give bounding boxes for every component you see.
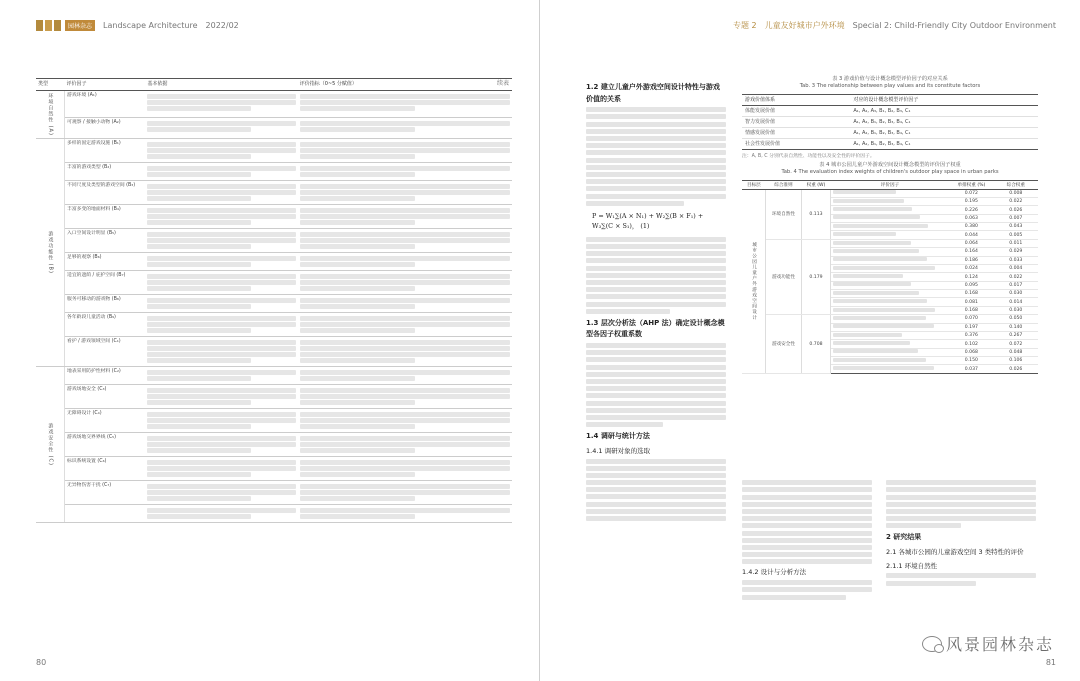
factor-cell [65, 504, 146, 522]
factor-cell: 标识系统设置 (C₆) [65, 456, 146, 480]
table-row [36, 480, 512, 504]
single-weight-cell: 0.380 [949, 223, 993, 231]
t4-col-single: 单排权重 (%) [949, 180, 993, 189]
single-weight-cell: 0.168 [949, 290, 993, 298]
table-row [36, 432, 512, 456]
page-number-right: 81 [1045, 658, 1056, 667]
factor-cell: 丰富多变的地面材料 (B₄) [65, 204, 146, 228]
index-cell [298, 180, 512, 204]
factor-cell: 服务可移动的游戏物 (B₈) [65, 294, 146, 312]
single-weight-cell: 0.081 [949, 298, 993, 306]
basis-cell [145, 294, 297, 312]
t4-col-weight: 权重 (W) [801, 180, 831, 189]
running-header-right [733, 18, 1056, 32]
total-weight-cell: 0.007 [994, 214, 1038, 222]
basis-cell [145, 366, 297, 384]
index-cell [298, 408, 512, 432]
total-weight-cell: 0.043 [994, 223, 1038, 231]
table-row [36, 252, 512, 270]
text-column-3 [886, 478, 1036, 643]
single-weight-cell: 0.102 [949, 340, 993, 348]
index-cell [298, 228, 512, 252]
value-cell: 情感发展价值 [742, 127, 850, 138]
factor-cell: 适宜的遮荫 / 庇护空间 (B₇) [65, 270, 146, 294]
basis-cell [145, 432, 297, 456]
total-weight-cell: 0.030 [994, 290, 1038, 298]
basis-cell [145, 456, 297, 480]
table-row [36, 504, 512, 522]
table-row [36, 294, 512, 312]
factor-name-cell [831, 323, 949, 331]
basis-cell [145, 90, 297, 117]
t4-col-total: 综合权重 [994, 180, 1038, 189]
paragraph [586, 107, 726, 205]
table-3 [742, 76, 1038, 159]
table-row [36, 162, 512, 180]
factor-name-cell [831, 248, 949, 256]
basis-cell [145, 270, 297, 294]
index-cell [298, 252, 512, 270]
factor-cell: 可观察 / 接触小动物 (A₂) [65, 118, 146, 139]
basis-cell [145, 180, 297, 204]
t4-col-target: 目标层 [742, 180, 766, 189]
table-row [742, 189, 1038, 197]
table-continued-note: 续表 [496, 80, 509, 87]
factor-cell: 入口空间设计明显 (B₅) [65, 228, 146, 252]
factor-cell: 游戏环境 (A₁) [65, 90, 146, 117]
factor-name-cell [831, 315, 949, 323]
factor-name-cell [831, 206, 949, 214]
basis-cell [145, 228, 297, 252]
single-weight-cell: 0.195 [949, 197, 993, 205]
single-weight-cell: 0.095 [949, 281, 993, 289]
table-row [36, 408, 512, 432]
total-weight-cell: 0.106 [994, 357, 1038, 365]
paragraph [742, 480, 872, 564]
table-row [36, 366, 512, 384]
table-row [742, 116, 1038, 127]
total-weight-cell: 0.030 [994, 306, 1038, 314]
single-weight-cell: 0.024 [949, 264, 993, 272]
total-weight-cell: 0.029 [994, 248, 1038, 256]
criteria-weight-cell: 0.179 [801, 239, 831, 314]
single-weight-cell: 0.186 [949, 256, 993, 264]
basis-cell [145, 252, 297, 270]
table-row [742, 239, 1038, 247]
section-heading-2: 2 研究结果 [886, 533, 922, 542]
wechat-icon [922, 636, 942, 652]
factor-name-cell [831, 273, 949, 281]
journal-name: Landscape Architecture [103, 20, 198, 30]
issue: 2022/02 [205, 20, 239, 30]
table-row [36, 312, 512, 336]
single-weight-cell: 0.070 [949, 315, 993, 323]
factor-cell: 各年龄段儿童活动 (B₉) [65, 312, 146, 336]
factor-cell: 不同尺度及类型的游戏空间 (B₃) [65, 180, 146, 204]
basis-cell [145, 336, 297, 366]
table-row [742, 105, 1038, 116]
criteria-weight-cell: 0.113 [801, 189, 831, 239]
table-row [36, 118, 512, 139]
basis-cell [145, 480, 297, 504]
single-weight-cell: 0.068 [949, 348, 993, 356]
single-weight-cell: 0.150 [949, 357, 993, 365]
section-heading-2-1: 2.1 各城市公园的儿童游戏空间 3 类特性的评价 [886, 547, 1024, 556]
table-row [36, 138, 512, 162]
basis-cell [145, 138, 297, 162]
factor-cell: 多样的固定游戏设施 (B₁) [65, 138, 146, 162]
basis-cell [145, 204, 297, 228]
factor-cell: 无障碍设计 (C₄) [65, 408, 146, 432]
total-weight-cell: 0.004 [994, 264, 1038, 272]
table-3-note: 注：A, B, C 分别代表自然性、功能性以及安全性的评价因子。 [742, 153, 875, 159]
total-weight-cell: 0.267 [994, 331, 1038, 339]
right-page [540, 0, 1080, 681]
journal-logo: 园林杂志 [36, 20, 95, 31]
factor-name-cell [831, 331, 949, 339]
factor-name-cell [831, 189, 949, 197]
table-3-caption-cn: 表 3 游戏价值与设计概念模型评价因子的对应关系 [832, 76, 948, 82]
single-weight-cell: 0.164 [949, 248, 993, 256]
col-factor: 评价因子 [65, 79, 146, 91]
basis-cell [145, 118, 297, 139]
t4-col-criteria: 综合准则 [766, 180, 802, 189]
formula-1: P = W₁∑(A × N₁) + W₂∑(B × F₁) + W₃∑(C × S₁)， (1) [592, 211, 704, 231]
index-cell [298, 456, 512, 480]
total-weight-cell: 0.026 [994, 206, 1038, 214]
index-cell [298, 138, 512, 162]
total-weight-cell: 0.048 [994, 348, 1038, 356]
table-row [36, 456, 512, 480]
criteria-cell: 环境自然性 [766, 189, 802, 239]
t4-col-factor: 评价因子 [831, 180, 949, 189]
section-heading-1-3: 1.3 层次分析法（AHP 法）确定设计概念模型各因子权重系数 [586, 318, 725, 339]
factor-list-cell: A₁, A₂, B₁, B₂, B₃, B₄, C₁ [850, 138, 1038, 149]
section-heading-1-4-1: 1.4.1 调研对象的选取 [586, 446, 651, 455]
factor-name-cell [831, 281, 949, 289]
value-cell: 社会性发展价值 [742, 138, 850, 149]
paragraph [886, 573, 1036, 585]
table-row [36, 204, 512, 228]
running-header-left [36, 18, 239, 32]
section-heading-1-4-2: 1.4.2 设计与分析方法 [742, 568, 807, 577]
basis-cell [145, 384, 297, 408]
factor-cell: 丰富的游戏类型 (B₂) [65, 162, 146, 180]
criteria-cell: 游戏安全性 [766, 315, 802, 374]
single-weight-cell: 0.376 [949, 331, 993, 339]
target-layer-cell: 城市公园儿童户外游戏空间设计 [742, 189, 766, 373]
special-title-en: Special 2: Child-Friendly City Outdoor Environment [852, 20, 1056, 30]
table-4-caption-cn: 表 4 城市公园儿童户外游戏空间设计概念模型的评价因子权重 [819, 162, 961, 168]
table-row [36, 384, 512, 408]
total-weight-cell: 0.011 [994, 239, 1038, 247]
table-row [742, 315, 1038, 323]
basis-cell [145, 312, 297, 336]
table-row [36, 90, 512, 117]
value-cell: 智力发展价值 [742, 116, 850, 127]
table-row [36, 270, 512, 294]
factor-name-cell [831, 256, 949, 264]
total-weight-cell: 0.022 [994, 197, 1038, 205]
single-weight-cell: 0.044 [949, 231, 993, 239]
watermark-text: 风景园林杂志 [945, 635, 1054, 654]
factor-name-cell [831, 214, 949, 222]
total-weight-cell: 0.017 [994, 281, 1038, 289]
category-cell: 环境自然性 (A) [36, 90, 65, 138]
index-cell [298, 118, 512, 139]
total-weight-cell: 0.033 [994, 256, 1038, 264]
special-issue-label: 专题 2 [732, 20, 757, 30]
page-number-left: 80 [36, 658, 47, 667]
factor-cell: 游戏场地安全 (C₃) [65, 384, 146, 408]
total-weight-cell: 0.014 [994, 298, 1038, 306]
factor-name-cell [831, 239, 949, 247]
factor-cell: 地表采用防护性材料 (C₂) [65, 366, 146, 384]
section-heading-1-2: 1.2 建立儿童户外游戏空间设计特性与游戏价值的关系 [586, 83, 720, 103]
table-row [36, 180, 512, 204]
paragraph [586, 343, 726, 427]
single-weight-cell: 0.063 [949, 214, 993, 222]
paragraph [886, 480, 1036, 528]
value-cell: 体能发展价值 [742, 105, 850, 116]
index-cell [298, 90, 512, 117]
index-cell [298, 204, 512, 228]
table-4 [742, 162, 1038, 374]
evaluation-table [36, 78, 512, 523]
total-weight-cell: 0.140 [994, 323, 1038, 331]
factor-list-cell: A₁, A₂, B₁, B₂, B₃, B₄, C₁ [850, 116, 1038, 127]
text-column-2 [742, 478, 872, 643]
basis-cell [145, 162, 297, 180]
t3-col-value: 游戏价值体系 [742, 94, 850, 105]
factor-cell: 游戏场地交界界线 (C₅) [65, 432, 146, 456]
paragraph [586, 237, 726, 314]
criteria-weight-cell: 0.708 [801, 315, 831, 374]
factor-name-cell [831, 365, 949, 373]
factor-name-cell [831, 197, 949, 205]
table-row [742, 138, 1038, 149]
index-cell [298, 336, 512, 366]
total-weight-cell: 0.005 [994, 231, 1038, 239]
category-cell: 游戏功能性 (B) [36, 138, 65, 366]
watermark [922, 632, 1054, 655]
paragraph [586, 459, 726, 522]
total-weight-cell: 0.050 [994, 315, 1038, 323]
basis-cell [145, 408, 297, 432]
single-weight-cell: 0.197 [949, 323, 993, 331]
index-cell [298, 480, 512, 504]
index-cell [298, 162, 512, 180]
total-weight-cell: 0.072 [994, 340, 1038, 348]
factor-cell: 无异物伤害干扰 (C₇) [65, 480, 146, 504]
factor-name-cell [831, 223, 949, 231]
table-row [36, 228, 512, 252]
basis-cell [145, 504, 297, 522]
index-cell [298, 504, 512, 522]
factor-name-cell [831, 348, 949, 356]
single-weight-cell: 0.072 [949, 189, 993, 197]
table-4-caption-en: Tab. 4 The evaluation index weights of children's outdoor play space in urban parks [781, 169, 999, 176]
total-weight-cell: 0.008 [994, 189, 1038, 197]
section-heading-1-4: 1.4 调研与统计方法 [586, 432, 650, 441]
factor-name-cell [831, 231, 949, 239]
factor-list-cell: A₁, A₂, B₁, B₂, B₃, B₄, C₁ [850, 127, 1038, 138]
factor-name-cell [831, 290, 949, 298]
index-cell [298, 384, 512, 408]
category-cell: 游戏安全性 (C) [36, 366, 65, 522]
section-heading-2-1-1: 2.1.1 环境自然性 [886, 561, 938, 570]
criteria-cell: 游戏功能性 [766, 239, 802, 314]
single-weight-cell: 0.064 [949, 239, 993, 247]
single-weight-cell: 0.124 [949, 273, 993, 281]
col-basis: 基本依据 [145, 79, 297, 91]
single-weight-cell: 0.037 [949, 365, 993, 373]
special-title-cn: 儿童友好城市户外环境 [764, 20, 845, 30]
text-column-1 [586, 78, 726, 643]
index-cell [298, 366, 512, 384]
t3-col-factor: 对应的设计概念模型评价因子 [850, 94, 1038, 105]
col-index: 评价指标（0~5 分赋值） [298, 79, 512, 91]
single-weight-cell: 0.226 [949, 206, 993, 214]
col-type: 类型 [36, 79, 65, 91]
index-cell [298, 270, 512, 294]
paragraph [742, 580, 872, 599]
factor-name-cell [831, 357, 949, 365]
single-weight-cell: 0.168 [949, 306, 993, 314]
index-cell [298, 432, 512, 456]
factor-cell: 看护 / 游戏领域空间 (C₁) [65, 336, 146, 366]
factor-name-cell [831, 264, 949, 272]
factor-cell: 足够的观察 (B₆) [65, 252, 146, 270]
factor-name-cell [831, 298, 949, 306]
table-row [742, 127, 1038, 138]
index-cell [298, 312, 512, 336]
index-cell [298, 294, 512, 312]
factor-name-cell [831, 306, 949, 314]
factor-name-cell [831, 340, 949, 348]
table-row [36, 336, 512, 366]
total-weight-cell: 0.022 [994, 273, 1038, 281]
total-weight-cell: 0.026 [994, 365, 1038, 373]
factor-list-cell: A₁, A₂, A₃, B₁, B₂, B₃, C₁ [850, 105, 1038, 116]
table-3-caption-en: Tab. 3 The relationship between play values and its constitute factors [799, 83, 981, 90]
